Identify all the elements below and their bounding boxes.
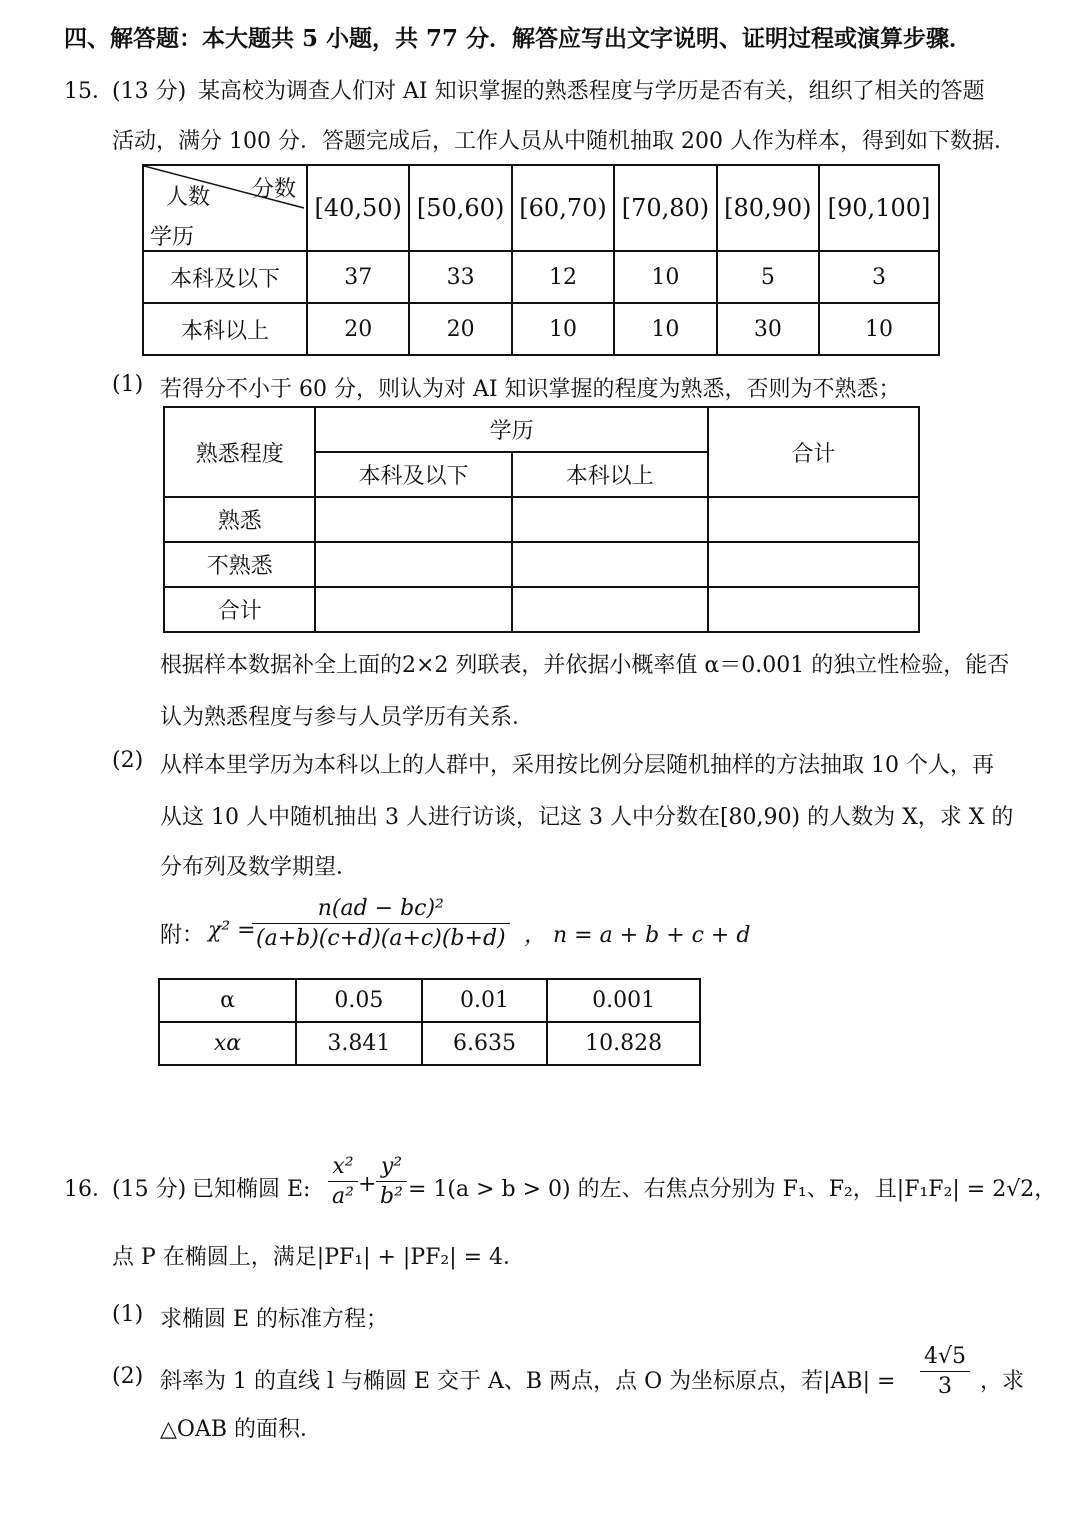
table-cell: 5	[717, 251, 819, 303]
q16-part1-text: 求椭圆 E 的标准方程；	[160, 1307, 389, 1332]
q15-part1-text: 若得分不小于 60 分，则认为对 AI 知识掌握的程度为熟悉，否则为不熟悉；	[160, 377, 901, 402]
alpha-value: 0.05	[296, 979, 422, 1022]
ellipse-y-numerator: y²	[376, 1154, 407, 1182]
q15-part1-label: (1)	[112, 372, 144, 397]
row-familiar: 熟悉	[164, 497, 315, 542]
q16-line1-b: = 1(a > b > 0) 的左、右焦点分别为 F₁、F₂，且|F₁F₂| = 2√2，	[408, 1177, 1057, 1202]
ellipse-x-term	[328, 1154, 358, 1209]
contingency-table	[163, 406, 920, 633]
blank-cell[interactable]	[512, 587, 708, 632]
blank-cell[interactable]	[512, 497, 708, 542]
column-header: [40,50)	[307, 165, 409, 251]
ellipse-y-denominator: b²	[380, 1184, 403, 1209]
table-cell: 10	[614, 251, 716, 303]
q15-points: (13 分)	[112, 79, 187, 104]
col-above-bachelor: 本科以上	[512, 452, 708, 497]
blank-cell[interactable]	[315, 587, 511, 632]
q15-part2-line2: 从这 10 人中随机抽出 3 人进行访谈，记这 3 人中分数在[80,90) 的人数为 X，求 X 的	[160, 805, 1014, 830]
chi-square-lhs: χ² =	[208, 918, 256, 943]
table-cell: 20	[409, 303, 511, 355]
q15-part2-line3: 分布列及数学期望．	[160, 855, 359, 880]
table-cell: 10	[614, 303, 716, 355]
ellipse-x-numerator: x²	[328, 1154, 358, 1182]
q15-number: 15．	[64, 79, 114, 104]
table-cell: 33	[409, 251, 511, 303]
column-header: [50,60)	[409, 165, 511, 251]
ab-denominator: 3	[938, 1374, 952, 1399]
appendix-label: 附：	[160, 923, 205, 948]
chi-square-n-definition: ， n = a + b + c + d	[524, 923, 751, 948]
blank-cell[interactable]	[315, 542, 511, 587]
q16-part2-label: (2)	[112, 1364, 144, 1389]
table-cell: 3	[819, 251, 939, 303]
blank-cell[interactable]	[315, 497, 511, 542]
blank-cell[interactable]	[708, 497, 919, 542]
corner-label-count: 人数	[166, 185, 211, 210]
row-label: 本科及以下	[143, 251, 307, 303]
critical-value: 6.635	[422, 1022, 548, 1065]
column-header: [80,90)	[717, 165, 819, 251]
col-below-bachelor: 本科及以下	[315, 452, 511, 497]
alpha-label: α	[159, 979, 296, 1022]
plus-sign: +	[358, 1172, 377, 1197]
row-label: 本科以上	[143, 303, 307, 355]
column-header: [90,100]	[819, 165, 939, 251]
critical-value-table	[158, 978, 701, 1066]
row-unfamiliar: 不熟悉	[164, 542, 315, 587]
total-header: 合计	[708, 407, 919, 497]
q15-intro-line2: 活动，满分 100 分．答题完成后，工作人员从中随机抽取 200 人作为样本，得到如下数据．	[112, 129, 1016, 154]
q15-part2-label: (2)	[112, 748, 144, 773]
table-cell: 12	[512, 251, 614, 303]
critical-value: 3.841	[296, 1022, 422, 1065]
familiarity-header: 熟悉程度	[164, 407, 315, 497]
q15-intro-line1: 某高校为调查人们对 AI 知识掌握的熟悉程度与学历是否有关，组织了相关的答题	[198, 79, 985, 104]
row-total: 合计	[164, 587, 315, 632]
column-header: [70,80)	[614, 165, 716, 251]
alpha-value: 0.01	[422, 979, 548, 1022]
ab-length-fraction	[920, 1344, 970, 1399]
q16-part2-line2: △OAB 的面积．	[160, 1417, 323, 1442]
q16-line1-a: 已知椭圆 E:	[192, 1177, 311, 1202]
table-cell: 10	[819, 303, 939, 355]
section-heading: 四、解答题：本大题共 5 小题，共 77 分．解答应写出文字说明、证明过程或演算步骤．	[64, 25, 973, 52]
q15-part1-task-line1: 根据样本数据补全上面的2×2 列联表，并依据小概率值 α＝0.001 的独立性检验，能否	[160, 653, 1010, 678]
ab-numerator: 4√5	[920, 1344, 970, 1372]
score-distribution-table	[142, 164, 940, 356]
education-header: 学历	[315, 407, 707, 452]
ellipse-x-denominator: a²	[332, 1184, 354, 1209]
q16-part2-text-b: ，求	[980, 1369, 1025, 1394]
column-header: [60,70)	[512, 165, 614, 251]
alpha-value: 0.001	[547, 979, 700, 1022]
table-cell: 30	[717, 303, 819, 355]
table-corner-cell	[143, 165, 307, 251]
blank-cell[interactable]	[708, 542, 919, 587]
corner-label-education: 学历	[150, 225, 195, 250]
table-cell: 20	[307, 303, 409, 355]
critical-value: 10.828	[547, 1022, 700, 1065]
ellipse-y-term	[376, 1154, 407, 1209]
table-cell: 37	[307, 251, 409, 303]
q16-line2: 点 P 在椭圆上，满足|PF₁| + |PF₂| = 4．	[112, 1245, 526, 1270]
x-alpha-label: xα	[159, 1022, 296, 1065]
q16-points: (15 分)	[112, 1177, 187, 1202]
q16-part1-label: (1)	[112, 1302, 144, 1327]
chi-square-fraction	[252, 896, 510, 951]
blank-cell[interactable]	[512, 542, 708, 587]
chi-square-numerator: n(ad − bc)²	[252, 896, 510, 924]
q16-part2-text-a: 斜率为 1 的直线 l 与椭圆 E 交于 A、B 两点，点 O 为坐标原点，若|AB| =	[160, 1369, 896, 1394]
chi-square-denominator: (a+b)(c+d)(a+c)(b+d)	[256, 926, 506, 951]
q15-part2-line1: 从样本里学历为本科以上的人群中，采用按比例分层随机抽样的方法抽取 10 个人，再	[160, 753, 994, 778]
q15-part1-task-line2: 认为熟悉程度与参与人员学历有关系．	[160, 705, 535, 730]
q16-number: 16．	[64, 1177, 114, 1202]
corner-label-score: 分数	[252, 177, 297, 202]
table-cell: 10	[512, 303, 614, 355]
blank-cell[interactable]	[708, 587, 919, 632]
